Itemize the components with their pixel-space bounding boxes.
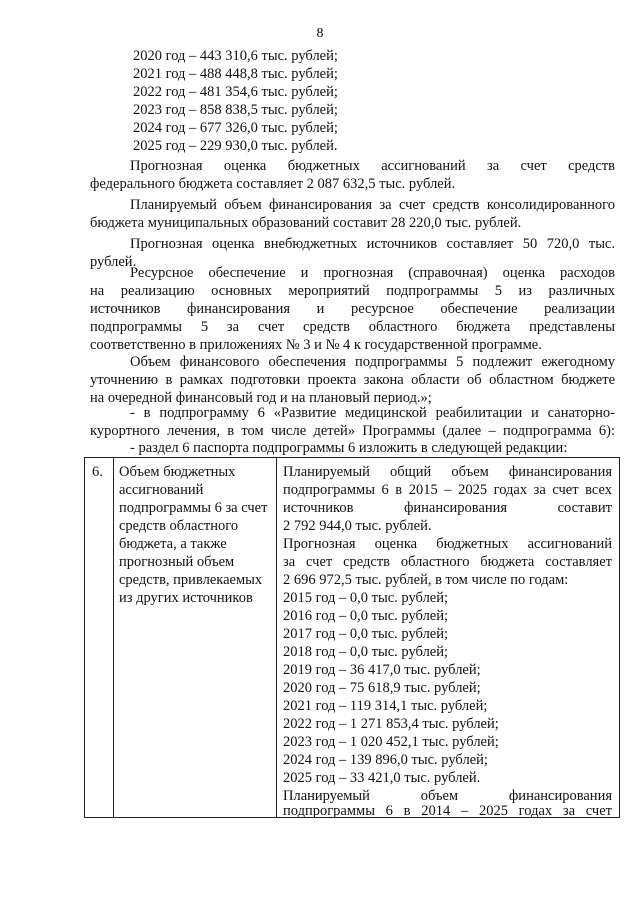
value-line: 2025 год – 33 421,0 тыс. рублей. (283, 770, 481, 786)
paragraph-line: Ресурсное обеспечение и прогнозная (справочная) оценка расходов (130, 265, 615, 281)
value-line: 2017 год – 0,0 тыс. рублей; (283, 626, 449, 642)
year-line: 2023 год – 858 838,5 тыс. рублей; (133, 102, 338, 118)
label-line: бюджета, а также (119, 536, 227, 552)
paragraph-line: уточнению в рамках подготовки проекта закона области об областном бюджете (90, 372, 615, 388)
value-line: подпрограммы 6 в 2015 – 2025 годах за счет всех (283, 482, 612, 498)
value-line: 2024 год – 139 896,0 тыс. рублей; (283, 752, 488, 768)
paragraph-line: - раздел 6 паспорта подпрограммы 6 изложить в следующей редакции: (130, 440, 568, 456)
value-line: 2018 год – 0,0 тыс. рублей; (283, 644, 449, 660)
year-line: 2025 год – 229 930,0 тыс. рублей. (133, 138, 338, 154)
table-divider (113, 458, 114, 817)
value-line: подпрограммы 6 в 2014 – 2025 годах за счет (283, 803, 612, 819)
paragraph-line: - в подпрограмму 6 «Развитие медицинской реабилитации и санаторно- (130, 405, 615, 421)
year-line: 2020 год – 443 310,6 тыс. рублей; (133, 48, 338, 64)
paragraph-line: соответственно в приложениях № 3 и № 4 к государственной программе. (90, 337, 542, 353)
label-line: средств, привлекаемых (119, 572, 263, 588)
table-divider (276, 458, 277, 817)
value-line: 2022 год – 1 271 853,4 тыс. рублей; (283, 716, 499, 732)
value-line: за счет средств областного бюджета составляет (283, 554, 612, 570)
value-line: Планируемый объем финансирования (283, 788, 612, 804)
value-line: источников финансирования составит (283, 500, 612, 516)
label-line: средств областного (119, 518, 239, 534)
value-line: Планируемый общий объем финансирования (283, 464, 612, 480)
value-line: 2020 год – 75 618,9 тыс. рублей; (283, 680, 481, 696)
paragraph-line: Прогнозная оценка бюджетных ассигнований за счет средств (130, 158, 615, 174)
value-line: 2021 год – 119 314,1 тыс. рублей; (283, 698, 488, 714)
paragraph-line: федерального бюджета составляет 2 087 632,5 тыс. рублей. (90, 176, 456, 192)
paragraph-line: курортного лечения, в том числе детей» Программы (далее – подпрограмма 6): (90, 423, 615, 439)
value-line: 2015 год – 0,0 тыс. рублей; (283, 590, 449, 606)
value-line: 2 792 944,0 тыс. рублей. (283, 518, 432, 534)
paragraph-line: бюджета муниципальных образований составит 28 220,0 тыс. рублей. (90, 215, 522, 231)
row-number: 6. (92, 464, 103, 480)
label-line: прогнозный объем (119, 554, 235, 570)
value-line: 2016 год – 0,0 тыс. рублей; (283, 608, 449, 624)
year-line: 2022 год – 481 354,6 тыс. рублей; (133, 84, 338, 100)
year-line: 2024 год – 677 326,0 тыс. рублей; (133, 120, 338, 136)
paragraph-line: источников финансирования и ресурсное обеспечение реализации (90, 301, 615, 317)
label-line: подпрограммы 6 за счет (119, 500, 268, 516)
paragraph-line: на очередной финансовый год и на плановый период.»; (90, 390, 432, 406)
year-line: 2021 год – 488 448,8 тыс. рублей; (133, 66, 338, 82)
paragraph-line: на реализацию основных мероприятий подпрограммы 5 из различных (90, 283, 615, 299)
paragraph-line: Объем финансового обеспечения подпрограммы 5 подлежит ежегодному (130, 354, 615, 370)
value-line: Прогнозная оценка бюджетных ассигнований (283, 536, 612, 552)
label-line: из других источников (119, 590, 253, 606)
paragraph-line: подпрограммы 5 за счет средств областного бюджета представлены (90, 319, 615, 335)
label-line: ассигнований (119, 482, 204, 498)
page-number: 8 (316, 26, 324, 41)
label-line: Объем бюджетных (119, 464, 236, 480)
value-line: 2023 год – 1 020 452,1 тыс. рублей; (283, 734, 499, 750)
value-line: 2 696 972,5 тыс. рублей, в том числе по годам: (283, 572, 569, 588)
passport-table (84, 457, 620, 818)
paragraph-line: Прогнозная оценка внебюджетных источников составляет 50 720,0 тыс. (130, 236, 615, 252)
value-line: 2019 год – 36 417,0 тыс. рублей; (283, 662, 481, 678)
paragraph-line: рублей. (90, 254, 137, 270)
paragraph-line: Планируемый объем финансирования за счет средств консолидированного (130, 197, 615, 213)
